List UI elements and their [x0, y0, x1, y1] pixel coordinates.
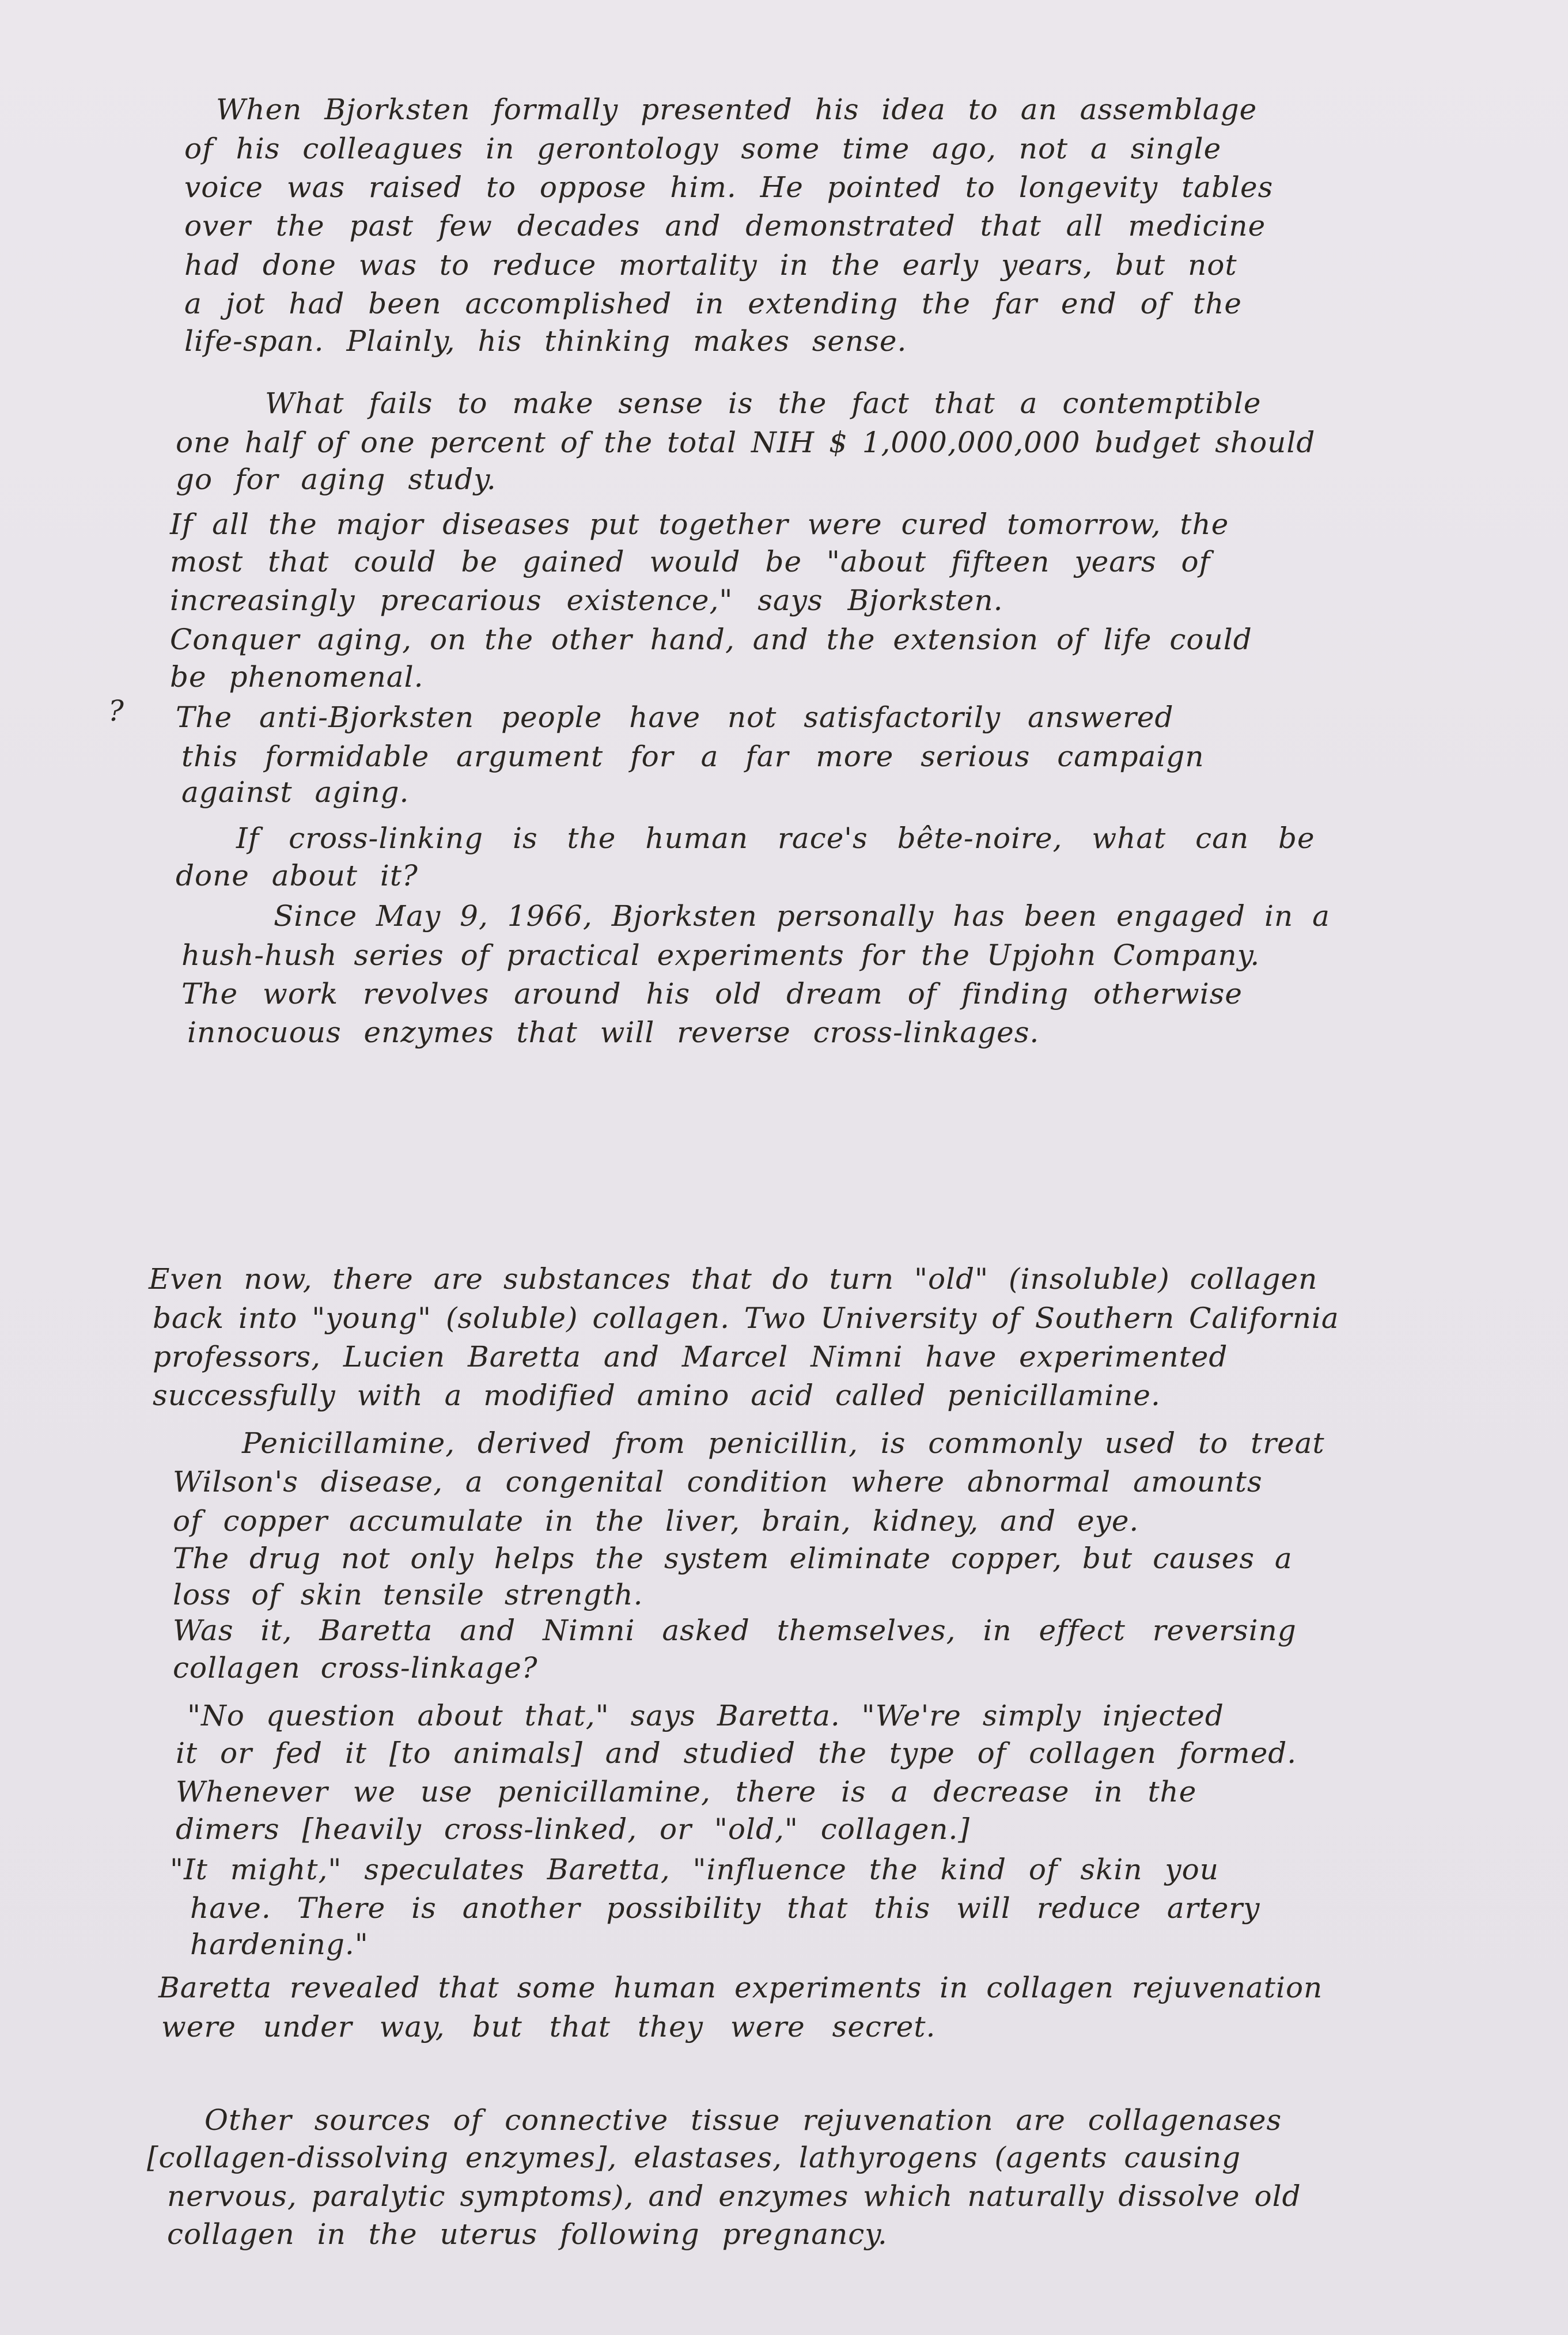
text-line: increasingly precarious existence," says Bjorksten. [170, 584, 1003, 617]
text-line: When Bjorksten formally presented his idea to an assemblage [216, 93, 1258, 126]
text-line: nervous, paralytic symptoms), and enzymes which naturally dissolve old [167, 2179, 1301, 2213]
text-line: collagen cross-linkage? [173, 1651, 538, 1685]
text-line: "No question about that," says Baretta. "We're simply injected [187, 1699, 1224, 1732]
text-line: one half of one percent of the total NIH $ 1,000,000,000 budget should [176, 426, 1316, 459]
text-line: life-span. Plainly, his thinking makes sense. [184, 324, 907, 358]
text-line: back into "young" (soluble) collagen. Two University of Southern California [153, 1301, 1339, 1335]
text-line: If all the major diseases put together were cured tomorrow, the [170, 508, 1229, 541]
margin-question-mark: ? [108, 694, 124, 728]
text-line: dimers [heavily cross-linked, or "old," collagen.] [176, 1812, 970, 1846]
text-line: Conquer aging, on the other hand, and the extension of life could [170, 623, 1252, 656]
text-line: most that could be gained would be "about fifteen years of [170, 545, 1211, 578]
text-line: have. There is another possibility that this will reduce artery [190, 1891, 1260, 1925]
text-line: The work revolves around his old dream of finding otherwise [181, 977, 1243, 1011]
text-line: successfully with a modified amino acid called penicillamine. [153, 1379, 1161, 1412]
text-line: against aging. [181, 775, 410, 809]
text-line: go for aging study. [176, 463, 497, 496]
text-line: hush-hush series of practical experiments for the Upjohn Company. [181, 938, 1260, 972]
text-line: Was it, Baretta and Nimni asked themselves, in effect reversing [173, 1614, 1297, 1647]
text-line: done about it? [176, 859, 418, 892]
text-line: Even now, there are substances that do turn "old" (insoluble) collagen [149, 1262, 1318, 1296]
text-line: this formidable argument for a far more serious campaign [181, 740, 1205, 773]
text-line: it or fed it [to animals] and studied the type of collagen formed. [176, 1736, 1297, 1770]
text-line: be phenomenal. [170, 660, 424, 694]
text-line: [collagen-dissolving enzymes], elastases, lathyrogens (agents causing [147, 2141, 1241, 2174]
text-line: of his colleagues in gerontology some time ago, not a single [184, 132, 1222, 165]
text-line: a jot had been accomplished in extending the far end of the [184, 287, 1242, 320]
text-line: had done was to reduce mortality in the early years, but not [184, 248, 1237, 282]
text-line: Penicillamine, derived from penicillin, is commonly used to treat [242, 1426, 1325, 1460]
text-line: hardening." [190, 1928, 369, 1961]
text-line: The anti-Bjorksten people have not satisfactorily answered [176, 701, 1174, 734]
text-line: Whenever we use penicillamine, there is a decrease in the [176, 1775, 1197, 1808]
text-line: Baretta revealed that some human experiments in collagen rejuvenation [158, 1971, 1323, 2004]
text-line: of copper accumulate in the liver, brain, kidney, and eye. [173, 1504, 1139, 1538]
text-line: What fails to make sense is the fact that a contemptible [265, 387, 1262, 420]
text-line: If cross-linking is the human race's bête-noire, what can be [236, 822, 1315, 855]
text-line: "It might," speculates Baretta, "influence the kind of skin you [170, 1853, 1219, 1886]
text-line: innocuous enzymes that will reverse cross-linkages. [187, 1016, 1040, 1049]
text-line: Wilson's disease, a congenital condition where abnormal amounts [173, 1465, 1263, 1498]
text-line: loss of skin tensile strength. [173, 1578, 643, 1611]
text-line: voice was raised to oppose him. He pointed to longevity tables [184, 171, 1274, 204]
text-line: The drug not only helps the system eliminate copper, but causes a [173, 1542, 1293, 1575]
text-line: collagen in the uterus following pregnancy. [167, 2217, 888, 2251]
text-line: Other sources of connective tissue rejuvenation are collagenases [204, 2103, 1282, 2137]
text-line: professors, Lucien Baretta and Marcel Nimni have experimented [153, 1340, 1228, 1373]
text-line: over the past few decades and demonstrated that all medicine [184, 209, 1266, 243]
text-line: Since May 9, 1966, Bjorksten personally has been engaged in a [274, 899, 1330, 933]
text-line: were under way, but that they were secret. [161, 2010, 936, 2043]
